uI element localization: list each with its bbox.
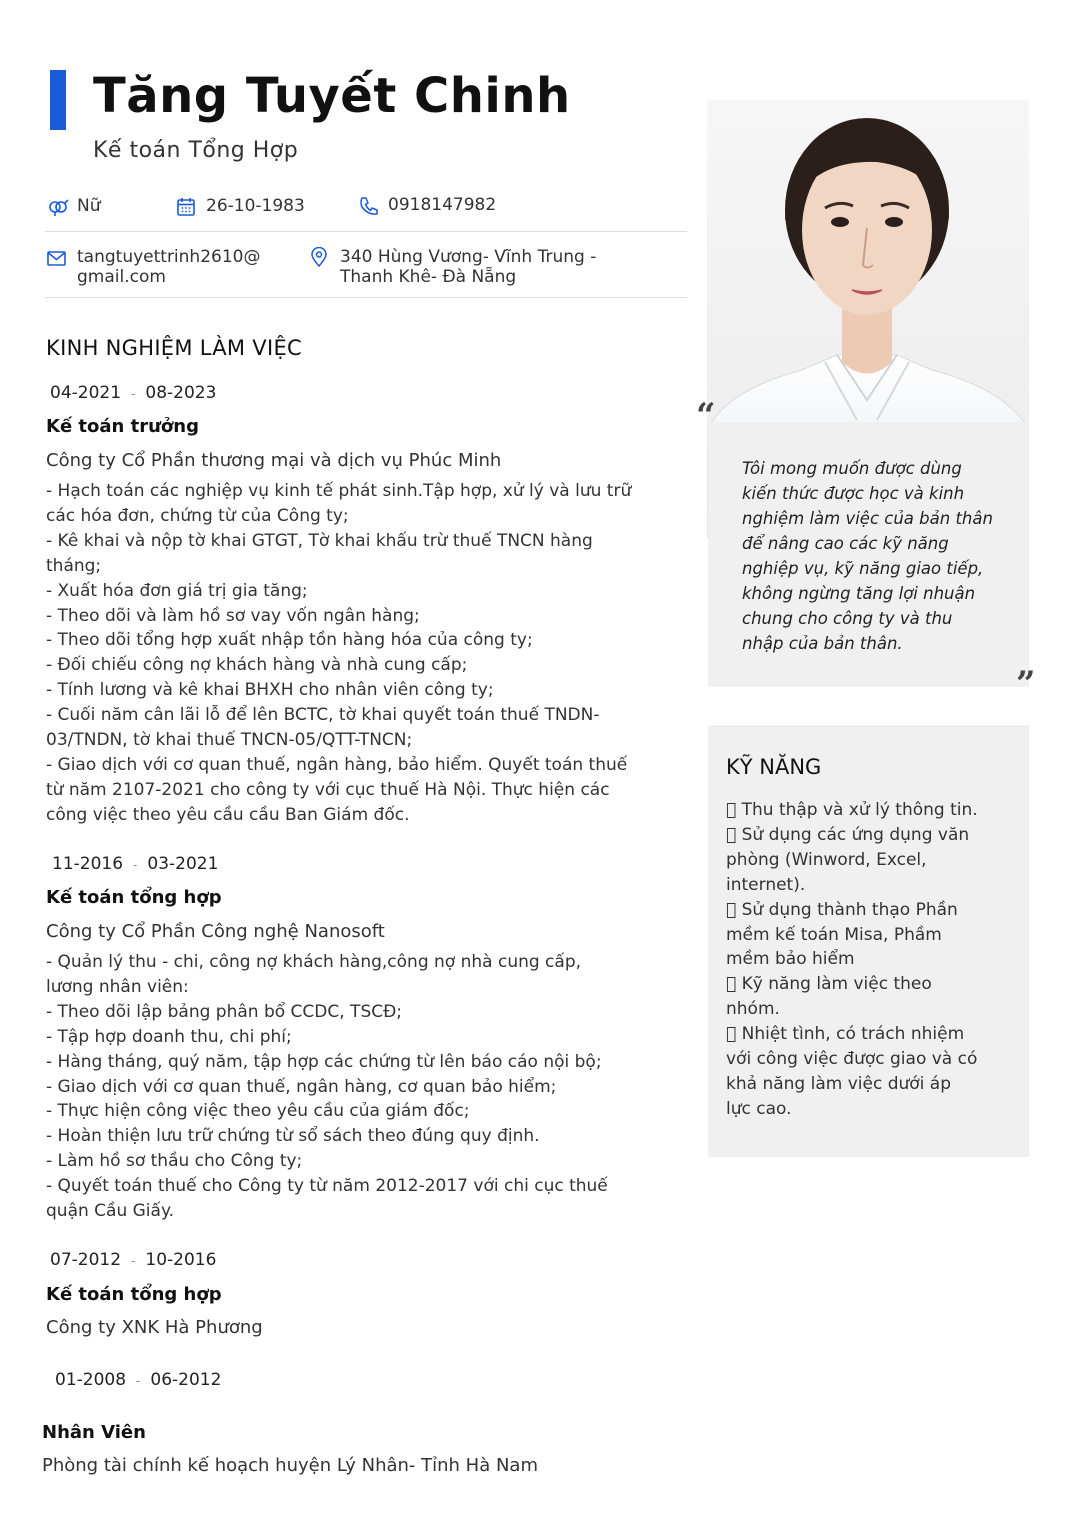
job-description <box>46 479 691 828</box>
job-start: 11-2016 <box>52 854 124 874</box>
desc-line: - Quyết toán thuế cho Công ty từ năm 2012-2017 với chi cục thuế <box>46 1176 608 1197</box>
open-quote-icon: “ <box>696 396 716 436</box>
desc-line: - Đối chiếu công nợ khách hàng và nhà cung cấp; <box>46 655 468 676</box>
desc-line: - Theo dõi lập bảng phân bổ CCDC, TSCĐ; <box>46 1001 403 1022</box>
desc-line: lương nhân viên: <box>46 976 189 997</box>
desc-line: quận Cầu Giấy. <box>46 1201 174 1222</box>
gender-text: Nữ <box>77 196 101 216</box>
objective-line: nghiệp vụ, kỹ năng giao tiếp, <box>742 559 984 578</box>
job-end: 08-2023 <box>145 383 217 403</box>
skill-line: phòng (Winword, Excel, <box>726 849 927 870</box>
objective-line: kiến thức được học và kinh <box>742 484 965 503</box>
desc-line: - Tập hợp doanh thu, chi phí; <box>46 1026 292 1047</box>
skill-line: nhóm. <box>726 999 780 1020</box>
divider <box>45 231 687 232</box>
job-description <box>46 950 691 1224</box>
objective-line: không ngừng tăng lợi nhuận <box>742 584 976 603</box>
job-company: Công ty Cổ Phần thương mại và dịch vụ Phúc Minh <box>46 450 502 471</box>
job-end: 10-2016 <box>145 1250 217 1270</box>
job-end: 03-2021 <box>147 854 219 874</box>
desc-line: - Tính lương và kê khai BHXH cho nhân viên công ty; <box>46 680 494 701</box>
skills-list <box>726 798 978 1122</box>
desc-line: - Giao dịch với cơ quan thuế, ngân hàng, bảo hiểm. Quyết toán thuế <box>46 754 628 775</box>
desc-line: tháng; <box>46 555 102 576</box>
email-line-1: tangtuyettrinh2610@ <box>77 247 261 267</box>
skill-line: internet). <box>726 874 806 895</box>
skill-line: lực cao. <box>726 1098 792 1119</box>
objective-line: chung cho công ty và thu <box>742 609 953 628</box>
desc-line: - Thực hiện công việc theo yêu cầu của giám đốc; <box>46 1101 470 1122</box>
desc-line: - Hạch toán các nghiệp vụ kinh tế phát sinh.Tập hợp, xử lý và lưu trữ <box>46 481 632 501</box>
desc-line: - Làm hồ sơ thầu cho Công ty; <box>46 1151 303 1172</box>
divider <box>45 297 687 298</box>
desc-line: - Giao dịch với cơ quan thuế, ngân hàng, cơ quan bảo hiểm; <box>46 1076 557 1097</box>
job-start: 01-2008 <box>55 1370 127 1390</box>
skill-line: khả năng làm việc dưới áp <box>726 1073 952 1094</box>
skill-line: Thu thập và xử lý thông tin. <box>726 800 963 820</box>
email-line-2: gmail.com <box>77 267 166 287</box>
birthday-text: 26-10-1983 <box>206 196 305 216</box>
candidate-name: Tăng Tuyết Chinh <box>93 68 571 124</box>
desc-line: công việc theo yêu cầu cầu Ban Giám đốc. <box>46 804 410 825</box>
skill-line: Sử dụng thành thạo Phần <box>726 899 943 920</box>
close-quote-icon: ” <box>1016 664 1036 704</box>
desc-line: - Quản lý thu - chi, công nợ khách hàng,công nợ nhà cung cấp, <box>46 952 582 972</box>
job-start: 04-2021 <box>50 383 122 403</box>
phone-icon <box>358 196 380 216</box>
job-company: Công ty XNK Hà Phương <box>46 1317 263 1338</box>
desc-line: - Kê khai và nộp tờ khai GTGT, Tờ khai khấu trừ thuế TNCN hàng <box>46 530 593 551</box>
desc-line: từ năm 2107-2021 cho công ty với cục thuế Hà Nội. Thực hiện các <box>46 779 610 800</box>
job-end: 06-2012 <box>150 1370 222 1390</box>
objective-line: nghiệm làm việc của bản thân <box>742 509 993 528</box>
phone-text: 0918147982 <box>388 195 497 215</box>
job-position: Nhân Viên <box>42 1422 146 1443</box>
skill-line: Sử dụng các ứng dụng văn <box>726 824 954 845</box>
desc-line: - Cuối năm cân lãi lỗ để lên BCTC, tờ khai quyết toán thuế TNDN- <box>46 705 600 726</box>
accent-bar <box>50 70 66 130</box>
email-icon <box>47 249 69 269</box>
job-date: 01-2008 - 06-2012 <box>55 1370 222 1390</box>
desc-line: các hóa đơn, chứng từ của Công ty; <box>46 505 349 526</box>
objective-box <box>708 422 1029 687</box>
skill-line: mềm bảo hiểm <box>726 949 855 970</box>
job-position: Kế toán trưởng <box>46 416 199 437</box>
skills-title: KỸ NĂNG <box>726 755 822 779</box>
desc-line: 03/TNDN, tờ khai thuế TNCN-05/QTT-TNCN; <box>46 730 413 751</box>
desc-line: - Hoàn thiện lưu trữ chứng từ sổ sách theo đúng quy định. <box>46 1126 540 1147</box>
calendar-icon <box>176 197 198 217</box>
job-position: Kế toán tổng hợp <box>46 1284 222 1305</box>
job-start: 07-2012 <box>50 1250 122 1270</box>
desc-line: - Theo dõi tổng hợp xuất nhập tồn hàng hóa của công ty; <box>46 630 533 651</box>
desc-line: - Hàng tháng, quý năm, tập hợp các chứng từ lên báo cáo nội bộ; <box>46 1051 602 1072</box>
objective-line: Tôi mong muốn được dùng <box>742 459 962 478</box>
job-company: Công ty Cổ Phần Công nghệ Nanosoft <box>46 921 385 942</box>
skills-box <box>708 725 1029 1157</box>
gender-icon <box>47 197 69 217</box>
experience-title: KINH NGHIỆM LÀM VIỆC <box>46 336 303 360</box>
job-date: 07-2012 - 10-2016 <box>50 1250 217 1270</box>
job-position: Kế toán tổng hợp <box>46 887 222 908</box>
skill-line: Nhiệt tình, có trách nhiệm <box>726 1024 949 1045</box>
desc-line: - Theo dõi và làm hồ sơ vay vốn ngân hàng; <box>46 605 420 626</box>
skill-line: Kỹ năng làm việc theo <box>726 974 917 995</box>
job-date: 04-2021 - 08-2023 <box>50 383 217 403</box>
skill-line: mềm kế toán Misa, Phầm <box>726 924 942 945</box>
job-company: Phòng tài chính kế hoạch huyện Lý Nhân- Tỉnh Hà Nam <box>42 1455 538 1476</box>
objective-line: nhập của bản thân. <box>742 634 903 653</box>
job-date: 11-2016 - 03-2021 <box>52 854 219 874</box>
objective-line: để nâng cao các kỹ năng <box>742 534 949 553</box>
objective-text <box>742 456 1012 656</box>
address-line-2: Thanh Khê- Đà Nẵng <box>340 267 517 287</box>
desc-line: - Xuất hóa đơn giá trị gia tăng; <box>46 580 308 601</box>
address-line-1: 340 Hùng Vương- Vĩnh Trung - <box>340 247 597 267</box>
candidate-role: Kế toán Tổng Hợp <box>93 138 299 163</box>
skill-line: với công việc được giao và có <box>726 1049 978 1070</box>
location-pin-icon <box>310 247 332 267</box>
